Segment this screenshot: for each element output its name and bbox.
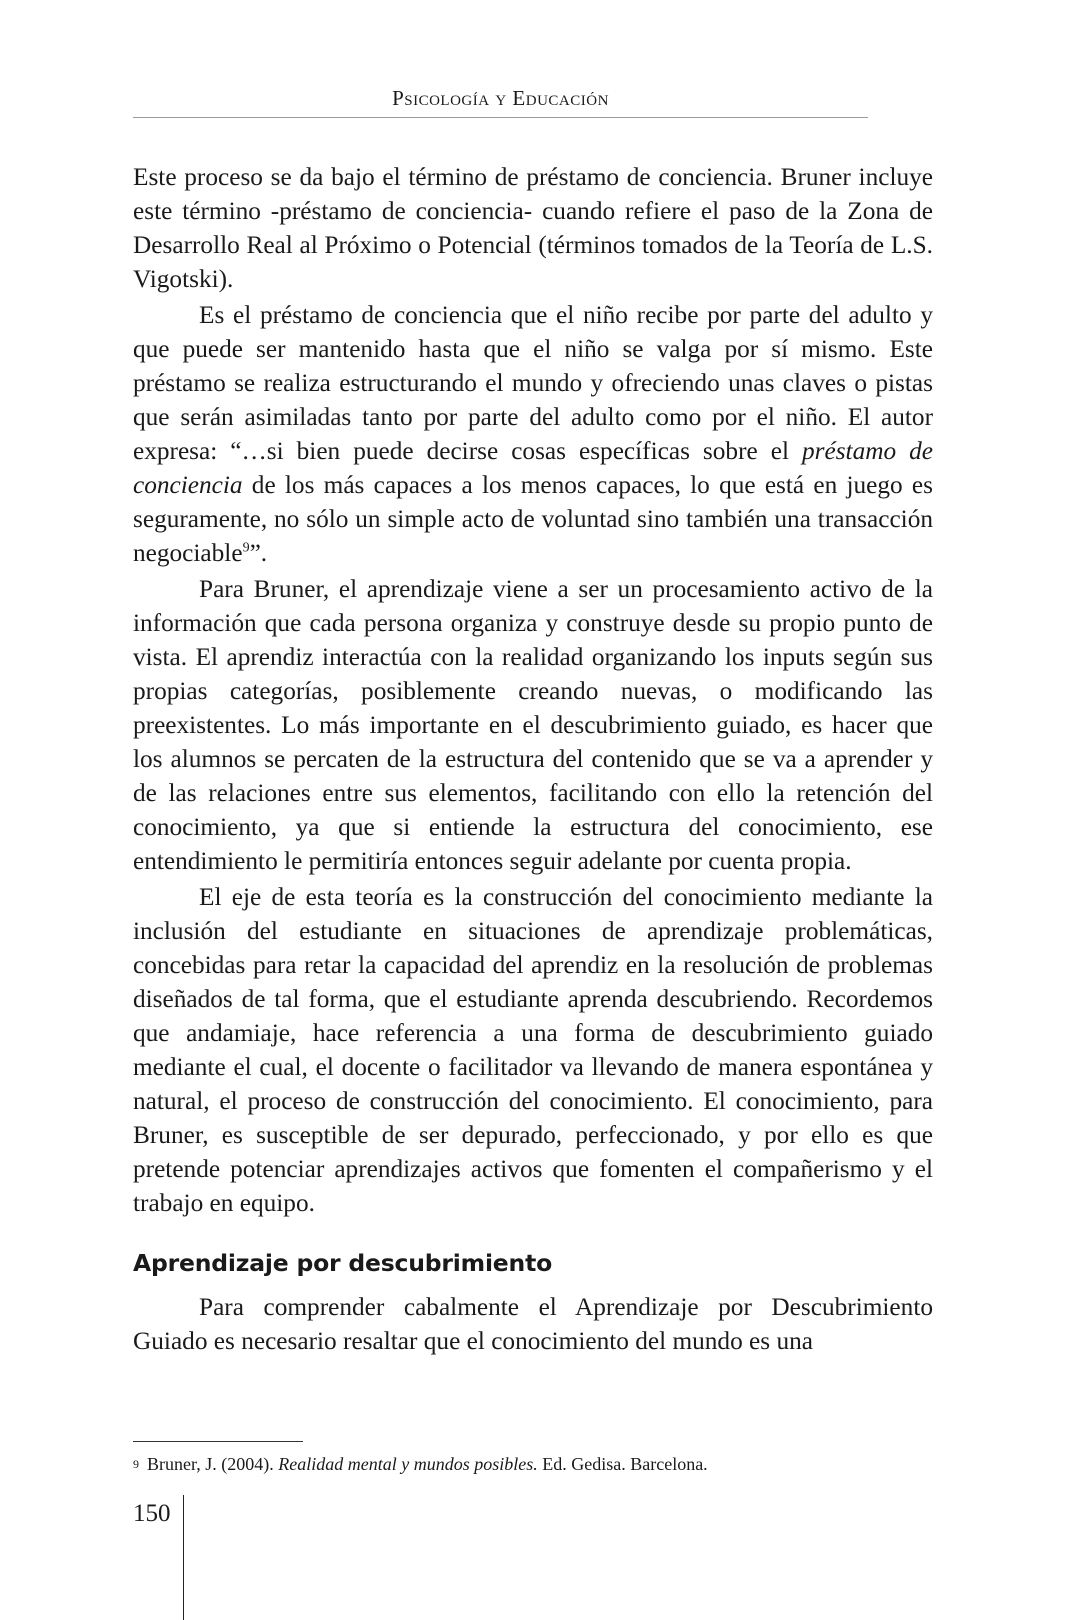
footnote-reference[interactable]: 9 bbox=[242, 540, 250, 556]
footnote-title: Realidad mental y mundos posibles. bbox=[278, 1454, 538, 1474]
footnote-divider bbox=[133, 1441, 303, 1442]
paragraph-5: Para comprender cabalmente el Aprendizaje por Descubrimiento Guiado es necesario resaltar que el conocimiento del mundo es una bbox=[133, 1293, 933, 1355]
section-heading: Aprendizaje por descubrimiento bbox=[133, 1249, 553, 1277]
paragraph-2-text-b: de los más capaces a los menos capaces, lo que está en juego es seguramente, no sólo un simple acto de voluntad sino también una transacción negociable bbox=[133, 471, 933, 567]
footnote bbox=[133, 1452, 933, 1476]
body-text bbox=[133, 160, 933, 1358]
paragraph-1: Este proceso se da bajo el término de préstamo de conciencia. Bruner incluye este término -préstamo de conciencia- cuando refiere el paso de la Zona de Desarrollo Real al Próximo o Potencial (términos tomados de la Teoría de L.S. Vigotski). bbox=[133, 163, 933, 293]
paragraph-3: Para Bruner, el aprendizaje viene a ser un procesamiento activo de la información que cada persona organiza y construye desde su propio punto de vista. El aprendiz interactúa con la realidad organizando los inputs según sus propias categorías, posiblemente creando nuevas, o modificando las preexistentes. Lo más importante en el descubrimiento guiado, es hacer que los alumnos se percaten de la estructura del contenido que se va a aprender y de las relaciones entre sus elementos, facilitando con ello la retención del conocimiento, ya que si entiende la estructura del conocimiento, ese entendimiento le permitiría entonces seguir adelante por cuenta propia. bbox=[133, 575, 933, 875]
paragraph-4: El eje de esta teoría es la construcción del conocimiento mediante la inclusión del estudiante en situaciones de aprendizaje problemáticas, concebidas para retar la capacidad del aprendiz en la resolución de problemas diseñados de tal forma, que el estudiante aprenda descubriendo. Recordemos que andamiaje, hace referencia a una forma de descubrimiento guiado mediante el cual, el docente o facilitador va llevando de manera espontánea y natural, el proceso de construcción del conocimiento. El conocimiento, para Bruner, es susceptible de ser depurado, perfeccionado, y por ello es que pretende potenciar aprendizajes activos que fomenten el compañerismo y el trabajo en equipo. bbox=[133, 883, 933, 1217]
paragraph-2-text-a: Es el préstamo de conciencia que el niño recibe por parte del adulto y que puede ser mantenido hasta que el niño se valga por sí mismo. Este préstamo se realiza estructurando el mundo y ofreciendo unas claves o pistas que serán asimiladas tanto por parte del adulto como por el niño. El autor expresa: “…si bien puede decirse cosas específicas sobre el bbox=[133, 301, 933, 465]
paragraph-2 bbox=[133, 298, 933, 570]
page-number: 150 bbox=[133, 1500, 171, 1527]
page-number-rule bbox=[183, 1495, 184, 1620]
footnote-text-b: Ed. Gedisa. Barcelona. bbox=[537, 1454, 708, 1474]
paragraph-2-italic: préstamo de conciencia bbox=[133, 437, 933, 499]
footnote-text-a: Bruner, J. (2004). bbox=[147, 1454, 279, 1474]
running-head: Psicología y Educación bbox=[133, 86, 868, 118]
paragraph-2-text-c: ”. bbox=[249, 539, 268, 567]
footnote-number: 9 bbox=[133, 1457, 139, 1471]
